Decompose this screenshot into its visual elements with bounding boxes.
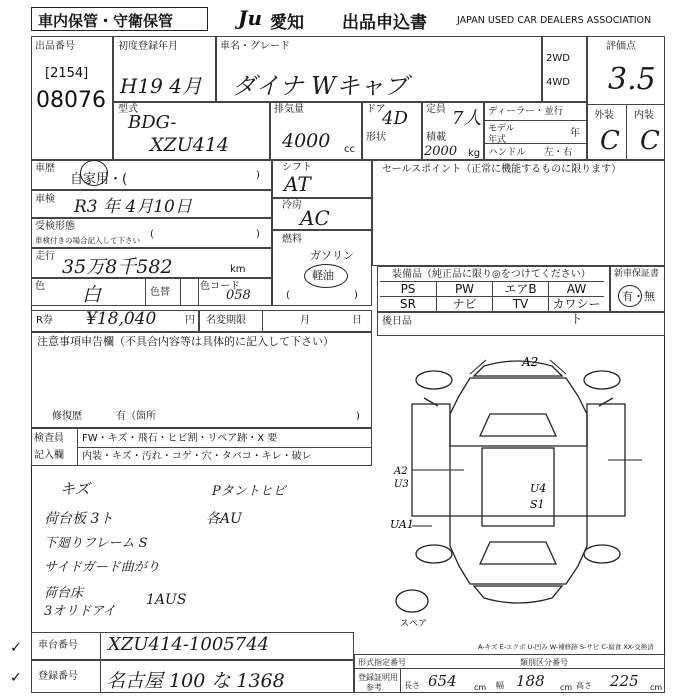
fuel-label: 燃料 [282,234,302,245]
remark-1: キズ [60,480,90,498]
aircon-value: AC [300,206,330,230]
recycle-deposit-note: 車検付きの場合記入して下さい [35,236,140,245]
name-change-month: 月 [300,315,310,326]
remark-5: 下廻りフレーム S [44,536,148,551]
door-label: ドア [366,104,386,115]
remark-4: 各AU [206,511,242,527]
dealer-label: ディーラー・並行 [488,106,564,117]
equipment-item[interactable]: AW [548,281,604,296]
shift-label: シフト [282,162,312,173]
ju-logo: Ju [238,6,263,30]
equipment-item[interactable]: ナビ [436,296,492,311]
width-unit: cm [560,683,573,692]
door-value: 4D [382,108,408,129]
first-reg-label: 初度登録年月 [118,41,178,52]
chassis-value: XZU414-1005744 [108,634,270,655]
fuel-gasoline: ガソリン [310,249,354,262]
inspection-label: 車検 [35,194,55,205]
fuel-diesel: 軽油 [312,269,334,282]
color-change-label: 色替 [150,287,170,298]
damage-mark-side-2: U3 [394,479,409,490]
aircon-label: 冷房 [282,200,302,211]
warranty-label: 新車保証書 [614,269,660,279]
height-value: 225 [610,672,639,690]
inspection-value: R3 年 4月10日 [74,197,192,217]
length-label: 長さ [404,681,420,690]
repair-value: 有（箇所 [116,411,156,422]
drive-4wd: 4WD [546,77,570,88]
history-cell[interactable] [31,160,272,190]
shift-value: AT [284,172,311,196]
model-value-1: BDG- [128,112,177,133]
rear-items-label: 後日品 [382,316,412,327]
lot-bracket-number: [2154] [45,66,89,81]
height-unit: cm [650,683,663,692]
mileage-label: 走行 [35,251,55,262]
model-value-2: XZU414 [150,134,230,156]
fuel-circle [304,264,348,288]
damage-legend: A-キズ E-エクボ U-凹み W-補修跡 S-サビ C-腐食 XX-交換済 [478,643,654,651]
inspector-row-1: FW・キズ・飛石・ヒビ割・リペア跡・X 要 [82,433,278,444]
history-label: 車歴 [35,163,55,174]
name-change-label: 名変期限 [206,315,246,326]
reg-cert-label: 登録証明用 [358,673,398,682]
equipment-item[interactable]: エアB [492,281,548,296]
equipment-item[interactable]: カワシート [548,296,604,311]
storage-title-box [31,7,208,31]
name-change-day: 日 [352,315,362,326]
model-year-unit: 年 [570,128,580,139]
remark-2: Pタントヒビ [212,484,286,499]
spare-label: スペア [400,619,428,629]
color-value: 白 [82,284,102,306]
remark-8: 3オリドアイ [44,604,116,619]
recycle-value: ¥18,040 [86,309,157,329]
history-value: 自家用・( [70,172,128,187]
equipment-item[interactable]: TV [492,296,548,311]
rating-label: 評価点 [606,41,636,52]
storage-title: 車内保管・守衛保管 [38,12,174,30]
load-unit: kg [468,148,481,159]
damage-mark-top: A2 [522,355,539,369]
car-name-label: 車名・グレード [220,41,290,52]
form-title: 出品申込書 [342,13,427,33]
handle-value: 左・右 [544,147,573,158]
repair-label: 修復歴 [52,411,82,422]
class-label: 類別区分番号 [520,658,568,667]
remark-6: サイドガード曲がり [44,560,160,575]
recycle-label: R券 [36,315,53,326]
damage-mark-side-3: UA1 [390,518,414,531]
exterior-grade: C [600,126,620,156]
length-unit: cm [474,683,487,692]
shape-label: 形状 [366,132,386,143]
load-value: 2000 [424,144,458,159]
mileage-unit: km [230,264,246,275]
rating-score: 3.5 [608,62,656,97]
color-code-value: 058 [226,288,251,303]
width-value: 188 [516,672,545,690]
capacity-label: 定員 [426,104,446,115]
history-circle [80,160,108,186]
equipment-item[interactable]: PS [380,281,436,296]
warranty-circle [618,285,642,307]
drive-2wd: 2WD [546,53,570,64]
interior-label: 内装 [634,110,654,121]
remark-9: 1AUS [146,592,187,608]
inspector-label: 検査員 [34,433,64,444]
damage-mark-side-1: A2 [394,466,408,477]
association-name: JAPAN USED CAR DEALERS ASSOCIATION [457,15,652,26]
remark-3: 荷台板 3ト [44,511,114,527]
org-name: 愛知 [270,13,304,33]
recycle-deposit-open: ( [150,229,154,240]
lot-label: 出品番号 [35,41,75,52]
chassis-label: 車台番号 [38,640,78,651]
damage-mark-roof-1: U4 [530,482,547,495]
exterior-label: 外装 [594,110,614,121]
equipment-item[interactable]: SR [380,296,436,311]
recycle-unit: 円 [185,315,195,326]
color-code-label: 色コード [200,281,240,292]
car-damage-diagram[interactable] [372,336,665,636]
width-label: 幅 [496,681,504,690]
notes-label: 注意事項申告欄（不具合内容等は具体的に記入して下さい） [37,335,334,348]
equipment-item[interactable]: PW [436,281,492,296]
capacity-value: 7人 [452,108,482,129]
recycle-deposit-close: ) [256,229,260,240]
history-close: ) [256,170,260,181]
handle-label: ハンドル [488,147,527,158]
first-reg-value: H19 4月 [120,74,202,98]
inspector-label-2: 記入欄 [34,450,64,461]
warranty-value: 有・無 [622,290,655,303]
remark-7: 荷台床 [44,586,84,601]
registration-value: 名古屋 100 な 1368 [106,670,285,692]
interior-grade: C [640,126,660,156]
displacement-label: 排気量 [274,104,304,115]
rear-items-cell[interactable] [377,312,665,336]
length-value: 654 [428,672,457,690]
model-year-label: モデル年式 [488,124,515,145]
color-label: 色 [35,281,45,292]
height-label: 高さ [576,681,592,690]
car-name-value: ダイナ Wキャブ [232,72,408,100]
registration-label: 登録番号 [38,671,78,682]
displacement-unit: cc [344,144,355,155]
lot-number: 08076 [36,88,106,113]
inspector-row-2: 内装・キズ・汚れ・コゲ・穴・タバコ・キレ・破レ [82,451,312,462]
recycle-deposit-label: 受検形態 [35,221,75,232]
model-label: 型式 [118,104,138,115]
displacement-value: 4000 [282,130,331,152]
load-label: 積載 [426,132,446,143]
equipment-label: 装備品（純正品に限り◎をつけてください） [392,269,591,280]
sales-point-cell[interactable] [372,160,665,266]
ref-label: 参考 [366,683,382,692]
formula-label: 形式指定番号 [358,658,406,667]
sales-point-label: セールスポイント（正常に機能するものに限ります） [382,164,622,175]
mileage-value: 35万8千582 [62,256,173,278]
damage-mark-roof-2: S1 [530,498,545,511]
drive-cell[interactable] [542,36,587,102]
